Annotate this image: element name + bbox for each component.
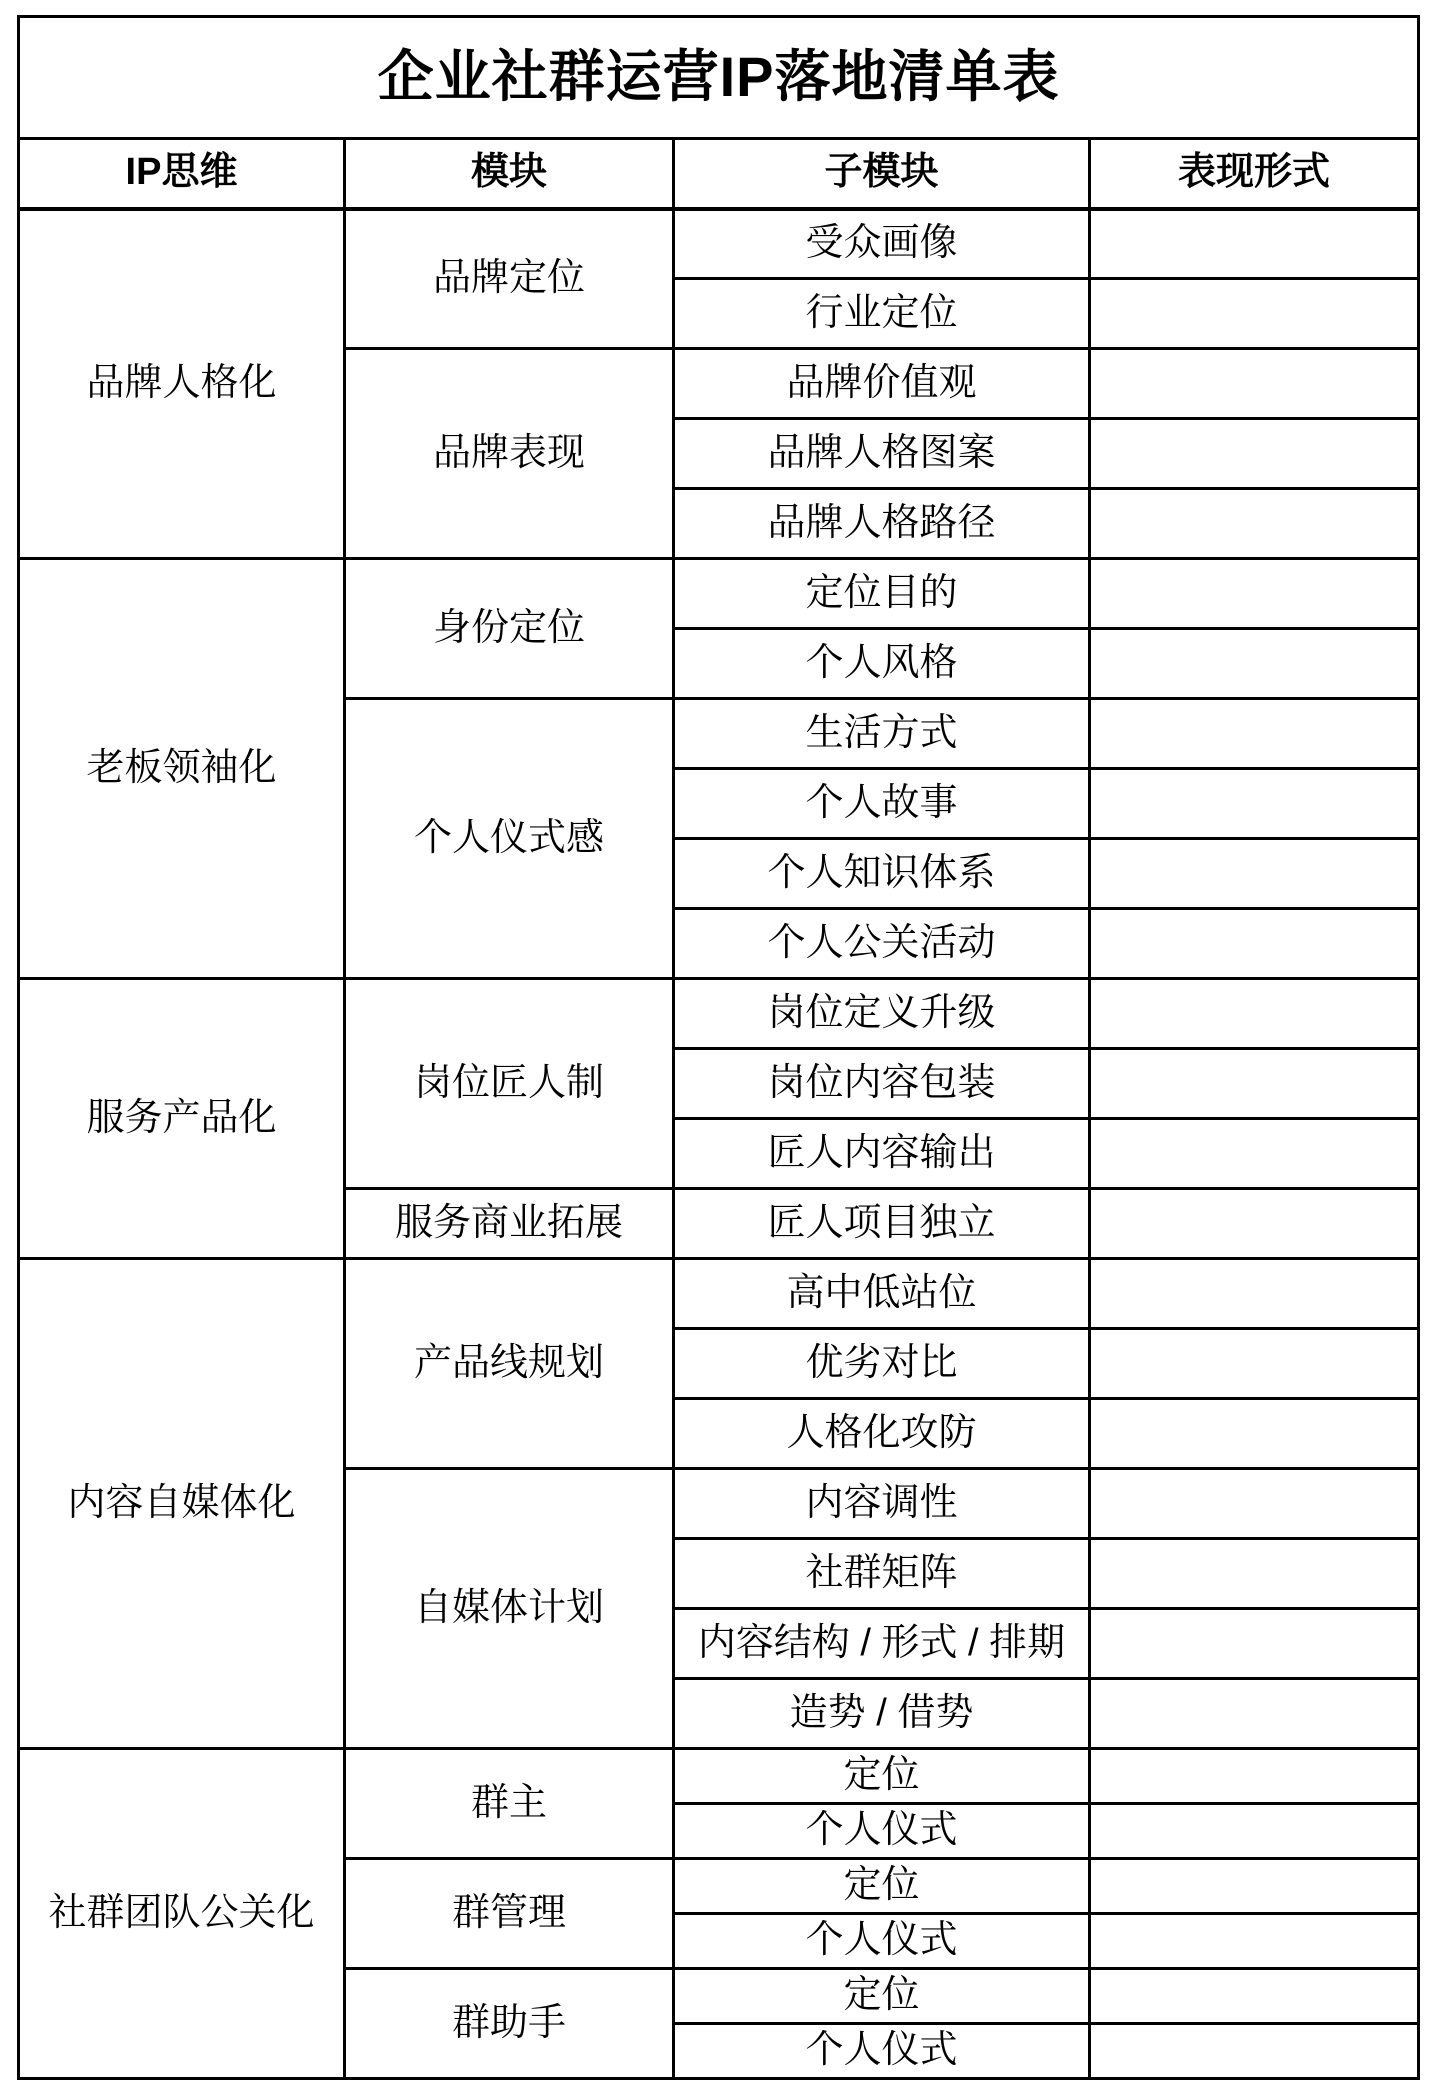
section-cell: 社群团队公关化 xyxy=(19,1749,345,2079)
submodule-cell: 定位 xyxy=(674,1859,1090,1914)
expression-cell xyxy=(1090,1914,1419,1969)
column-header-ip-thinking: IP思维 xyxy=(19,139,345,209)
submodule-cell: 内容调性 xyxy=(674,1469,1090,1539)
section-cell: 内容自媒体化 xyxy=(19,1259,345,1749)
module-cell: 岗位匠人制 xyxy=(345,979,674,1189)
submodule-cell: 个人仪式 xyxy=(674,1914,1090,1969)
submodule-cell: 个人仪式 xyxy=(674,2024,1090,2079)
column-header-submodule: 子模块 xyxy=(674,139,1090,209)
submodule-cell: 定位目的 xyxy=(674,559,1090,629)
section-cell: 老板领袖化 xyxy=(19,559,345,979)
module-cell: 自媒体计划 xyxy=(345,1469,674,1749)
expression-cell xyxy=(1090,769,1419,839)
section-cell: 品牌人格化 xyxy=(19,209,345,559)
submodule-cell: 行业定位 xyxy=(674,279,1090,349)
expression-cell xyxy=(1090,1399,1419,1469)
submodule-cell: 人格化攻防 xyxy=(674,1399,1090,1469)
submodule-cell: 生活方式 xyxy=(674,699,1090,769)
expression-cell xyxy=(1090,1679,1419,1749)
submodule-cell: 个人知识体系 xyxy=(674,839,1090,909)
section-cell: 服务产品化 xyxy=(19,979,345,1259)
expression-cell xyxy=(1090,1859,1419,1914)
expression-cell xyxy=(1090,979,1419,1049)
submodule-cell: 受众画像 xyxy=(674,209,1090,279)
expression-cell xyxy=(1090,209,1419,279)
module-cell: 服务商业拓展 xyxy=(345,1189,674,1259)
module-cell: 群助手 xyxy=(345,1969,674,2079)
expression-cell xyxy=(1090,489,1419,559)
expression-cell xyxy=(1090,1049,1419,1119)
submodule-cell: 匠人项目独立 xyxy=(674,1189,1090,1259)
expression-cell xyxy=(1090,559,1419,629)
submodule-cell: 定位 xyxy=(674,1749,1090,1804)
expression-cell xyxy=(1090,839,1419,909)
submodule-cell: 岗位内容包装 xyxy=(674,1049,1090,1119)
expression-cell xyxy=(1090,1539,1419,1609)
expression-cell xyxy=(1090,419,1419,489)
expression-cell xyxy=(1090,1969,1419,2024)
expression-cell xyxy=(1090,1189,1419,1259)
expression-cell xyxy=(1090,1749,1419,1804)
expression-cell xyxy=(1090,699,1419,769)
expression-cell xyxy=(1090,279,1419,349)
expression-cell xyxy=(1090,909,1419,979)
column-header-module: 模块 xyxy=(345,139,674,209)
submodule-cell: 品牌人格路径 xyxy=(674,489,1090,559)
module-cell: 品牌定位 xyxy=(345,209,674,349)
expression-cell xyxy=(1090,2024,1419,2079)
module-cell: 身份定位 xyxy=(345,559,674,699)
column-header-expression-form: 表现形式 xyxy=(1090,139,1419,209)
module-cell: 品牌表现 xyxy=(345,349,674,559)
expression-cell xyxy=(1090,1329,1419,1399)
module-cell: 群管理 xyxy=(345,1859,674,1969)
expression-cell xyxy=(1090,1804,1419,1859)
expression-cell xyxy=(1090,1259,1419,1329)
module-cell: 个人仪式感 xyxy=(345,699,674,979)
expression-cell xyxy=(1090,349,1419,419)
submodule-cell: 造势 / 借势 xyxy=(674,1679,1090,1749)
submodule-cell: 社群矩阵 xyxy=(674,1539,1090,1609)
submodule-cell: 匠人内容输出 xyxy=(674,1119,1090,1189)
submodule-cell: 品牌价值观 xyxy=(674,349,1090,419)
ip-checklist-table xyxy=(17,15,1420,2080)
submodule-cell: 品牌人格图案 xyxy=(674,419,1090,489)
submodule-cell: 高中低站位 xyxy=(674,1259,1090,1329)
submodule-cell: 内容结构 / 形式 / 排期 xyxy=(674,1609,1090,1679)
submodule-cell: 定位 xyxy=(674,1969,1090,2024)
submodule-cell: 优劣对比 xyxy=(674,1329,1090,1399)
expression-cell xyxy=(1090,1469,1419,1539)
submodule-cell: 岗位定义升级 xyxy=(674,979,1090,1049)
module-cell: 产品线规划 xyxy=(345,1259,674,1469)
module-cell: 群主 xyxy=(345,1749,674,1859)
expression-cell xyxy=(1090,629,1419,699)
submodule-cell: 个人仪式 xyxy=(674,1804,1090,1859)
submodule-cell: 个人故事 xyxy=(674,769,1090,839)
submodule-cell: 个人风格 xyxy=(674,629,1090,699)
table-title: 企业社群运营IP落地清单表 xyxy=(19,17,1419,139)
submodule-cell: 个人公关活动 xyxy=(674,909,1090,979)
expression-cell xyxy=(1090,1119,1419,1189)
expression-cell xyxy=(1090,1609,1419,1679)
